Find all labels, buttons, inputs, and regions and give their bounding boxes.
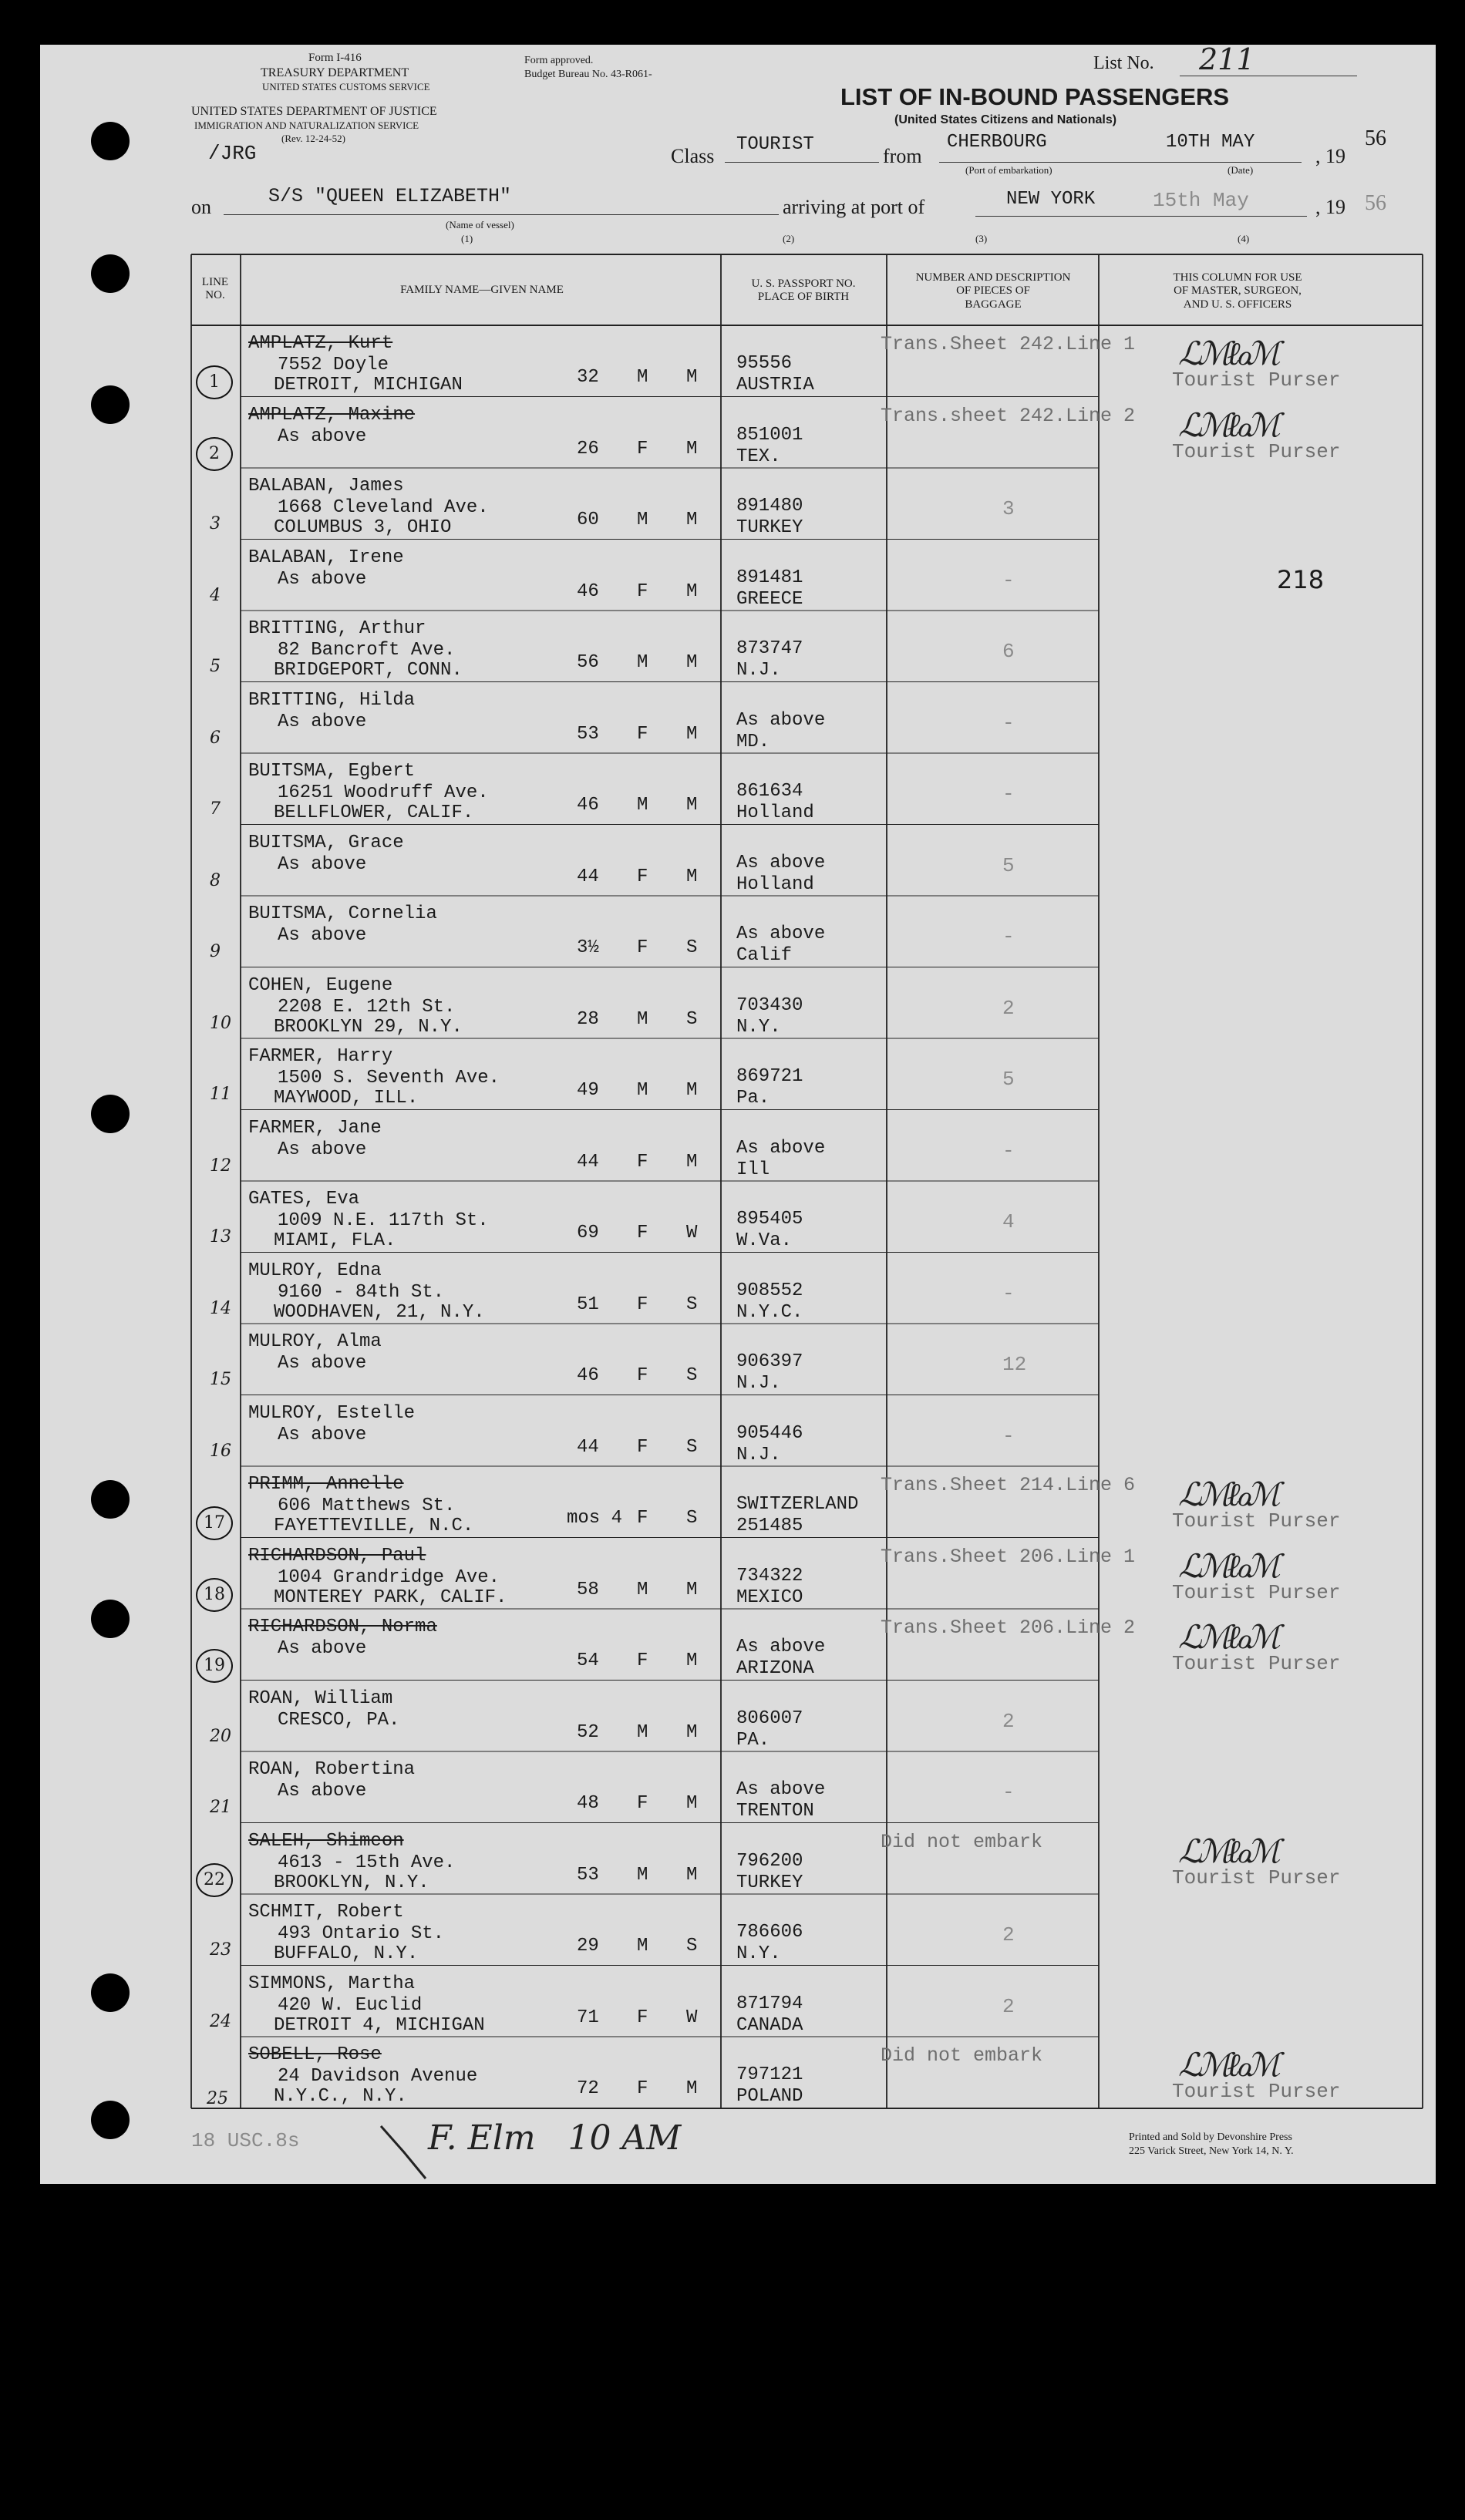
place-of-birth: Holland [736,873,814,895]
printer-line-2: 225 Varick Street, New York 14, N. Y. [1129,2145,1294,2157]
baggage: 2 [1002,1923,1015,1946]
address-line-1: 420 W. Euclid [278,1994,423,2016]
officer-stamp: Tourist Purser [1172,2080,1341,2103]
line-number: 25 [207,2089,228,2108]
line-number-circled: 22 [196,1863,233,1897]
baggage: 2 [1002,996,1015,1020]
address-line-1: As above [278,1353,367,1374]
place-of-birth: N.J. [736,660,781,681]
baggage: 12 [1002,1353,1027,1376]
marital-status: S [686,937,698,958]
age: 71 [577,2007,599,2028]
passport-number: 806007 [736,1707,803,1729]
col1-number: (1) [461,233,473,244]
address-line-1: As above [278,1424,367,1445]
age: 48 [577,1793,599,1814]
baggage: 4 [1002,1210,1015,1233]
passport-number: 908552 [736,1280,803,1301]
line-number: 15 [210,1370,231,1389]
sex: M [637,1008,648,1030]
address-line-2: BROOKLYN, N.Y. [274,1872,429,1893]
sex: M [637,1721,648,1743]
address-line-1: As above [278,925,367,946]
marital-status: W [686,1223,698,1243]
sex: M [637,795,648,816]
baggage: 5 [1002,1068,1015,1091]
officer-stamp: Tourist Purser [1172,1866,1341,1889]
marital-status: M [686,795,698,816]
address-line-2: BUFFALO, N.Y. [274,1943,419,1964]
passport-number: 703430 [736,994,803,1016]
usc-note: 18 USC.8s [191,2129,300,2152]
baggage: 3 [1002,497,1015,520]
sex: F [637,580,648,602]
passport-number: 873747 [736,638,803,659]
place-of-birth: TURKEY [736,517,803,538]
age: 51 [577,1294,599,1315]
passport-number: 797121 [736,2064,803,2085]
age: 69 [577,1223,599,1243]
address-line-1: 1009 N.E. 117th St. [278,1210,489,1231]
address-line-1: As above [278,711,367,732]
justice-label: UNITED STATES DEPARTMENT OF JUSTICE [191,105,437,118]
sex: F [637,1508,648,1529]
sex: F [637,723,648,745]
line-number: 21 [210,1798,231,1817]
passenger-name: COHEN, Eugene [248,974,393,996]
sex: F [637,866,648,887]
line-number: 24 [210,2011,231,2031]
address-line-2: N.Y.C., N.Y. [274,2086,407,2107]
address-line-1: 16251 Woodruff Ave. [278,782,489,803]
officer-signature: ℒℳℓℴℳ [1178,1546,1276,1585]
budget-bureau: Budget Bureau No. 43-R061- [524,69,652,80]
age: 44 [577,1151,599,1173]
ins-label: IMMIGRATION AND NATURALIZATION SERVICE [194,119,419,131]
line-number-circled: 17 [196,1506,233,1540]
place-of-birth: PA. [736,1729,770,1751]
form-number: Form I-416 [308,52,362,64]
printer-line-1: Printed and Sold by Devonshire Press [1129,2131,1292,2143]
marital-status: M [686,1579,698,1600]
age: 54 [577,1650,599,1671]
address-line-2: BRIDGEPORT, CONN. [274,660,463,681]
place-of-birth: N.Y. [736,1016,781,1038]
col-header-officers: THIS COLUMN FOR USE OF MASTER, SURGEON, AND U. S. OFFICERS [1173,271,1302,311]
col-header-baggage: NUMBER AND DESCRIPTION OF PIECES OF BAGGAGE [915,271,1071,311]
passenger-name: PRIMM, Annelle [248,1474,404,1495]
col-header-passport: U. S. PASSPORT NO. PLACE OF BIRTH [751,278,856,304]
officer-signature: ℒℳℓℴℳ [1178,1618,1276,1656]
dept-label: TREASURY DEPARTMENT [261,66,409,79]
passenger-name: RICHARDSON, Norma [248,1617,437,1637]
passport-number: As above [736,1637,826,1657]
passport-number: As above [736,924,826,944]
marital-status: M [686,1793,698,1814]
passenger-name: FARMER, Jane [248,1117,382,1139]
age: 60 [577,510,599,530]
address-line-1: 24 Davidson Avenue [278,2066,478,2087]
line-number: 14 [210,1298,231,1318]
age: 44 [577,1436,599,1458]
page-subtitle: (United States Citizens and Nationals) [894,113,1117,126]
officer-stamp: Tourist Purser [1172,1652,1341,1675]
place-of-birth: Calif [736,945,793,966]
address-line-1: 1500 S. Seventh Ave. [278,1068,500,1088]
age: 52 [577,1721,599,1743]
baggage: - [1002,1281,1015,1305]
sex: M [637,1579,648,1600]
address-line-2: DETROIT 4, MICHIGAN [274,2014,485,2036]
marital-status: M [686,1864,698,1886]
sex: F [637,438,648,459]
place-of-birth: MD. [736,731,770,752]
arrival-year-prefix: , 19 [1315,196,1345,218]
age: 3½ [577,937,599,958]
baggage: 6 [1002,640,1015,663]
address-line-1: 1668 Cleveland Ave. [278,497,489,518]
date-caption: (Date) [1228,164,1254,176]
from-label: from [883,145,922,167]
address-line-2: COLUMBUS 3, OHIO [274,517,452,538]
arrival-year-suffix: 56 [1365,191,1386,215]
passenger-name: AMPLATZ, Maxine [248,404,416,426]
officer-stamp: Tourist Purser [1172,1509,1341,1533]
passenger-name: RICHARDSON, Paul [248,1545,426,1566]
age: 56 [577,652,599,673]
officer-signature: ℒℳℓℴℳ [1178,335,1276,372]
place-of-birth: Holland [736,802,814,823]
place-of-birth: N.J. [736,1444,781,1465]
place-of-birth: TURKEY [736,1872,803,1893]
passenger-name: BALABAN, James [248,476,404,496]
line-number-circled: 2 [196,437,233,471]
passport-number: As above [736,1137,826,1159]
rev-label: (Rev. 12-24-52) [281,133,345,144]
marital-status: S [686,1008,698,1030]
place-of-birth: N.J. [736,1373,781,1394]
passport-number: 869721 [736,1066,803,1087]
passenger-name: GATES, Eva [248,1189,360,1210]
place-of-birth: GREECE [736,588,803,610]
officer-signature: ℒℳℓℴℳ [1178,2046,1276,2084]
passenger-name: BALABAN, Irene [248,547,404,568]
list-no-value: 211 [1199,42,1255,76]
place-of-birth: N.Y.C. [736,1301,803,1323]
line-number: 11 [210,1085,231,1104]
passenger-name: MULROY, Alma [248,1331,382,1352]
passport-number: 851001 [736,424,803,446]
baggage: - [1002,925,1015,948]
class-value: TOURIST [736,134,814,155]
sex: F [637,1793,648,1814]
handwritten-note: F. Elm 10 AM [428,2118,682,2158]
marital-status: S [686,1365,698,1386]
age: 46 [577,795,599,816]
passport-number: 734322 [736,1565,803,1586]
place-of-birth: MEXICO [736,1586,803,1608]
address-line-1: 4613 - 15th Ave. [278,1852,456,1873]
officer-stamp: Tourist Purser [1172,368,1341,392]
place-of-birth: CANADA [736,2014,803,2036]
baggage: Trans.Sheet 242.Line 1 [881,333,1136,355]
address-line-1: As above [278,568,367,590]
marital-status: M [686,367,698,388]
address-line-1: 1004 Grandridge Ave. [278,1566,500,1588]
passenger-name: SIMMONS, Martha [248,1973,416,1994]
marital-status: S [686,1436,698,1458]
sex: F [637,1436,648,1458]
line-number: 16 [210,1441,231,1461]
passenger-name: BUITSMA, Cornelia [248,903,437,924]
address-line-1: CRESCO, PA. [278,1709,400,1731]
address-line-2: DETROIT, MICHIGAN [274,375,463,395]
year-suffix: 56 [1365,126,1386,150]
sex: M [637,367,648,388]
passenger-name: MULROY, Estelle [248,1402,416,1424]
age: 53 [577,1864,599,1886]
passport-number: SWITZERLAND [736,1494,859,1515]
line-number: 23 [210,1940,231,1960]
marital-status: M [686,2078,698,2099]
marital-status: M [686,866,698,887]
place-of-birth: Ill [736,1159,770,1180]
address-line-2: MAYWOOD, ILL. [274,1088,419,1109]
passenger-name: AMPLATZ, Kurt [248,333,393,354]
age: mos 4 [567,1508,623,1529]
place-of-birth: AUSTRIA [736,375,814,395]
baggage: Did not embark [881,1830,1043,1853]
sex: M [637,1936,648,1956]
passenger-name: ROAN, William [248,1687,393,1709]
passport-number: 786606 [736,1922,803,1943]
sex: M [637,510,648,530]
place-of-birth: TEX. [736,446,781,467]
baggage: 2 [1002,1994,1015,2018]
sex: F [637,1223,648,1243]
address-line-1: 2208 E. 12th St. [278,996,456,1018]
address-line-2: BROOKLYN 29, N.Y. [274,1016,463,1038]
baggage: Did not embark [881,2044,1043,2067]
handwritten-check-mark [378,2121,432,2183]
officer-stamp: Tourist Purser [1172,1580,1341,1604]
officer-stamp: Tourist Purser [1172,439,1341,463]
passenger-name: FARMER, Harry [248,1046,393,1067]
passport-number: 796200 [736,1850,803,1872]
passport-number: 871794 [736,1993,803,2014]
officer-signature: ℒℳℓℴℳ [1178,1475,1276,1513]
col-header-line-no: LINE NO. [201,276,229,302]
address-line-1: 82 Bancroft Ave. [278,640,456,661]
officer-signature: ℒℳℓℴℳ [1178,405,1276,444]
passport-number: As above [736,852,826,873]
officer-note: 218 [1277,564,1325,594]
sex: F [637,1650,648,1671]
address-line-1: As above [278,1781,367,1802]
place-of-birth: W.Va. [736,1230,793,1251]
place-of-birth: ARIZONA [736,1658,814,1679]
clerk-initials: /JRG [208,142,257,165]
baggage: Trans.Sheet 206.Line 2 [881,1617,1136,1639]
line-number: 8 [210,870,221,890]
address-line-1: 493 Ontario St. [278,1923,445,1944]
sex: F [637,1365,648,1386]
baggage: Trans.Sheet 214.Line 6 [881,1474,1136,1496]
marital-status: M [686,580,698,602]
col2-number: (2) [783,233,795,244]
age: 26 [577,438,599,459]
passport-number: 905446 [736,1422,803,1444]
marital-status: M [686,652,698,673]
marital-status: M [686,1650,698,1671]
passenger-name: BRITTING, Arthur [248,618,426,639]
date-value: 10TH MAY [1166,132,1255,153]
marital-status: S [686,1508,698,1529]
from-value: CHERBOURG [947,132,1047,153]
place-of-birth: N.Y. [736,1943,781,1964]
place-of-birth: 251485 [736,1516,803,1536]
age: 72 [577,2078,599,2099]
age: 58 [577,1579,599,1600]
marital-status: M [686,1080,698,1101]
age: 49 [577,1080,599,1101]
list-no-label: List No. [1093,53,1154,73]
sex: F [637,937,648,958]
age: 28 [577,1008,599,1030]
line-number: 10 [210,1013,231,1033]
passport-number: As above [736,709,826,731]
age: 44 [577,866,599,887]
baggage: 5 [1002,853,1015,877]
baggage: - [1002,711,1015,735]
arriving-label: arriving at port of [783,196,925,218]
address-line-1: As above [278,1638,367,1659]
page-title: LIST OF IN-BOUND PASSENGERS [840,83,1230,110]
address-line-2: MIAMI, FLA. [274,1230,396,1251]
baggage: Trans.Sheet 206.Line 1 [881,1545,1136,1568]
age: 32 [577,367,599,388]
vessel-name: S/S "QUEEN ELIZABETH" [268,185,512,207]
line-number: 4 [210,585,221,605]
marital-status: M [686,1721,698,1743]
sex: F [637,1151,648,1173]
address-line-2: FAYETTEVILLE, N.C. [274,1516,474,1536]
address-line-2: BELLFLOWER, CALIF. [274,802,474,823]
line-number-circled: 19 [196,1649,233,1683]
customs-label: UNITED STATES CUSTOMS SERVICE [262,81,430,93]
marital-status: M [686,723,698,745]
place-of-birth: POLAND [736,2086,803,2107]
age: 46 [577,1365,599,1386]
age: 46 [577,580,599,602]
arrival-port: NEW YORK [1006,189,1096,210]
address-line-1: As above [278,853,367,875]
passenger-name: SOBELL, Rose [248,2044,382,2065]
sex: F [637,2078,648,2099]
line-number: 20 [210,1726,231,1746]
age: 29 [577,1936,599,1956]
passenger-name: MULROY, Edna [248,1260,382,1281]
sex: M [637,1080,648,1101]
col4-number: (4) [1238,233,1250,244]
address-line-1: 9160 - 84th St. [278,1281,445,1303]
line-number: 9 [210,942,221,961]
sex: M [637,1864,648,1886]
marital-status: M [686,510,698,530]
port-caption: (Port of embarkation) [965,164,1052,176]
baggage: - [1002,1781,1015,1804]
address-line-1: 7552 Doyle [278,355,389,375]
baggage: - [1002,568,1015,592]
marital-status: S [686,1294,698,1315]
passenger-name: BRITTING, Hilda [248,689,416,711]
sex: F [637,2007,648,2028]
baggage: - [1002,782,1015,806]
line-number: 6 [210,728,221,748]
col-header-name: FAMILY NAME—GIVEN NAME [400,284,564,296]
baggage: - [1002,1139,1015,1162]
address-line-2: WOODHAVEN, 21, N.Y. [274,1301,485,1323]
sex: M [637,652,648,673]
place-of-birth: Pa. [736,1088,770,1109]
passenger-name: ROAN, Robertina [248,1759,416,1780]
on-label: on [191,196,211,218]
passport-number: 906397 [736,1351,803,1372]
passport-number: As above [736,1779,826,1800]
marital-status: M [686,1151,698,1173]
year-prefix: , 19 [1315,145,1345,167]
line-number: 13 [210,1227,231,1247]
age: 53 [577,723,599,745]
passenger-name: SCHMIT, Robert [248,1902,404,1923]
address-line-1: As above [278,426,367,447]
form-approved: Form approved. [524,55,594,66]
place-of-birth: TRENTON [736,1801,814,1822]
passport-number: 891480 [736,496,803,516]
passenger-name: BUITSMA, Grace [248,832,404,853]
address-line-1: As above [278,1139,367,1160]
passenger-name: SALEH, Shimeon [248,1830,404,1852]
passport-number: 861634 [736,781,803,802]
line-number-circled: 1 [196,365,233,399]
baggage: Trans.sheet 242.Line 2 [881,404,1136,427]
passport-number: 95556 [736,353,793,374]
line-number: 12 [210,1156,231,1176]
col3-number: (3) [975,233,988,244]
marital-status: W [686,2007,698,2028]
passport-number: 891481 [736,567,803,588]
baggage: - [1002,1424,1015,1448]
sex: F [637,1294,648,1315]
passenger-name: BUITSMA, Egbert [248,761,416,782]
line-number: 3 [210,514,221,533]
vessel-caption: (Name of vessel) [446,219,514,230]
address-line-1: 606 Matthews St. [278,1496,456,1516]
marital-status: M [686,438,698,459]
line-number: 7 [210,799,221,819]
passport-number: 895405 [736,1209,803,1230]
arrival-date: 15th May [1153,189,1249,212]
address-line-2: MONTEREY PARK, CALIF. [274,1586,507,1608]
marital-status: S [686,1936,698,1956]
line-number: 5 [210,657,221,676]
class-label: Class [671,145,715,167]
officer-signature: ℒℳℓℴℳ [1178,1832,1276,1870]
baggage: 2 [1002,1709,1015,1733]
line-number-circled: 18 [196,1578,233,1612]
